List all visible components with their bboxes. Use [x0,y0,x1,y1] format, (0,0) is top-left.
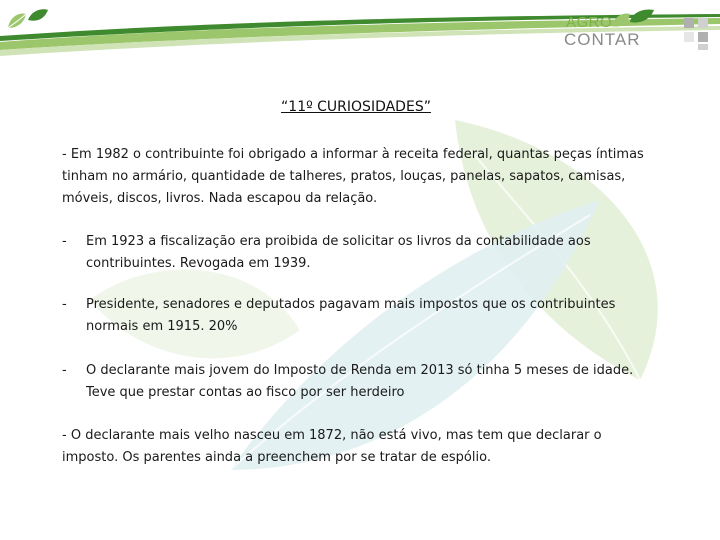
corner-squares-decoration [680,14,716,50]
bullet-text: Em 1923 a fiscalização era proibida de solicitar os livros da contabilidade aos contribuintes. Revogada em 1939. [86,234,591,271]
slide-title: “11º CURIOSIDADES” [281,99,431,115]
bullet-dash: - [62,297,67,312]
bullet-dash: - [62,234,67,249]
logo-agro-text: AGRO [566,14,613,31]
logo-contar-text: CONTAR [564,30,641,49]
bullet-text: Presidente, senadores e deputados pagavam mais impostos que os contribuintes normais em 1915. 20% [86,297,616,334]
logo-leaves-icon [608,6,656,32]
agrocontar-logo [562,4,662,52]
intro-paragraph: - Em 1982 o contribuinte foi obrigado a informar à receita federal, quantas peças íntimas tinham no armário, quantidade de talheres, pratos, louças, panelas, sapatos, camisas, móveis, discos, livros. Nada escapou da relação. [62,147,644,206]
list-item [62,360,652,404]
list-item [62,294,652,338]
bullet-text: O declarante mais jovem do Imposto de Renda em 2013 só tinha 5 meses de idade. Teve que prestar contas ao fisco por ser herdeiro [86,363,634,400]
closing-paragraph: - O declarante mais velho nasceu em 1872, não está vivo, mas tem que declarar o imposto. Os parentes ainda a preenchem por se tratar de espólio. [62,428,602,465]
bullet-dash: - [62,363,67,378]
leaf-icon [4,6,50,32]
list-item [62,231,652,275]
